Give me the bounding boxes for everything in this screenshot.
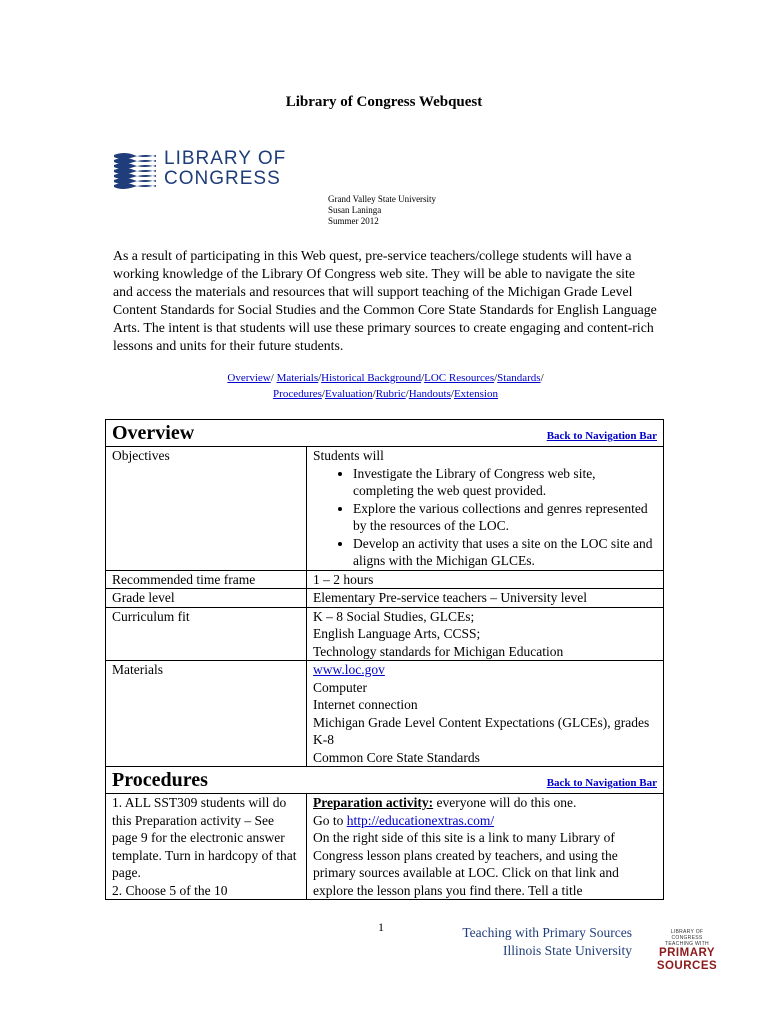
logo-big-line-2: SOURCES	[656, 960, 718, 972]
educationextras-link[interactable]: http://educationextras.com/	[346, 812, 495, 828]
grade-value: Elementary Pre-service teachers – University level	[307, 589, 664, 608]
curriculum-line: K – 8 Social Studies, GLCEs;	[313, 608, 475, 624]
table-row	[106, 661, 664, 767]
materials-line: Michigan Grade Level Content Expectations (GLCEs), grades K-8	[313, 714, 650, 747]
nav-link-materials[interactable]: Materials	[276, 372, 319, 384]
time-value: 1 – 2 hours	[307, 570, 664, 589]
overview-heading: Overview	[112, 422, 195, 444]
procedures-header-row	[106, 767, 664, 794]
procedures-paragraph: On the right side of this site is a link to many Library of Congress lesson plans created by teachers, and using the primary sources available at LOC. Click on that link and explore the lesson plans you find there. Tell a title	[313, 830, 619, 898]
materials-line: Common Core State Standards	[313, 749, 480, 765]
nav-link-procedures[interactable]: Procedures	[273, 388, 322, 400]
logo-small-line-2: TEACHING WITH	[665, 941, 709, 947]
table-row	[106, 447, 664, 571]
list-item: • Explore the various collections and genres represented by the resources of the LOC.	[353, 500, 657, 535]
materials-line: Internet connection	[313, 697, 418, 712]
page-number: 1	[378, 920, 384, 934]
primary-sources-logo	[656, 929, 718, 979]
footer-credit	[420, 924, 632, 960]
list-item: • Develop an activity that uses a site on the LOC site and aligns with the Michigan GLCEs.	[353, 535, 657, 570]
nav-link-rubric[interactable]: Rubric	[375, 388, 406, 400]
curriculum-line: English Language Arts, CCSS;	[313, 626, 481, 641]
nav-link-extension[interactable]: Extension	[453, 388, 498, 400]
procedures-back-link[interactable]: Back to Navigation Bar	[546, 777, 657, 789]
webquest-table	[105, 419, 664, 900]
navigation-bar: Overview/ Materials/Historical Background/LOC Resources/Standards/ Procedures/Evaluation/Rubric/Handouts/Extension	[227, 372, 544, 400]
nav-link-handouts[interactable]: Handouts	[408, 388, 451, 400]
nav-link-evaluation[interactable]: Evaluation	[324, 388, 373, 400]
logo-line-1: LIBRARY OF	[164, 148, 287, 169]
intro-paragraph: As a result of participating in this Web quest, pre-service teachers/college students will have a working knowledge of the Library Of Congress web site. They will be able to navigate the site and access the materials and resources that will support teaching of the Michigan Grade Level Content Standards for Social Studies and the Common Core State Standards for English Language Arts. The intent is that students will use these primary sources to create engaging and content-rich lessons and units for their future students.	[113, 248, 657, 353]
author-info	[328, 194, 436, 227]
objectives-list	[313, 465, 657, 570]
table-row	[106, 607, 664, 661]
table-row	[106, 570, 664, 589]
table-row	[106, 794, 664, 900]
nav-link-standards[interactable]: Standards	[497, 372, 541, 384]
objectives-label: Objectives	[106, 447, 307, 571]
nav-link-loc-resources[interactable]: LOC Resources	[424, 372, 495, 384]
list-item: • Investigate the Library of Congress web site, completing the web quest provided.	[353, 465, 657, 500]
flag-waves-icon	[112, 149, 158, 189]
time-label: Recommended time frame	[106, 570, 307, 589]
author-name: Susan Laninga	[328, 205, 382, 215]
document-title: Library of Congress Webquest	[285, 94, 483, 110]
objectives-intro: Students will	[313, 448, 384, 463]
logo-big-line-1: PRIMARY	[658, 947, 716, 959]
loc-website-link[interactable]: www.loc.gov	[313, 662, 385, 677]
prep-activity-label: Preparation activity:	[313, 795, 434, 810]
nav-link-historical-background[interactable]: Historical Background	[321, 372, 422, 384]
materials-label: Materials	[106, 661, 307, 767]
curriculum-label: Curriculum fit	[106, 607, 307, 661]
procedures-heading: Procedures	[112, 769, 208, 791]
overview-header-row	[106, 420, 664, 447]
footer-line-2: Illinois State University	[503, 943, 632, 958]
logo-line-2: CONGRESS	[164, 168, 281, 189]
library-of-congress-logo	[112, 148, 302, 190]
overview-back-link[interactable]: Back to Navigation Bar	[546, 430, 657, 442]
goto-text: Go to	[313, 812, 347, 828]
table-row	[106, 589, 664, 608]
date: Summer 2012	[328, 216, 379, 226]
nav-link-overview[interactable]: Overview	[227, 372, 271, 384]
logo-small-line-1: LIBRARY OF CONGRESS	[670, 929, 704, 941]
grade-label: Grade level	[106, 589, 307, 608]
footer-line-1: Teaching with Primary Sources	[462, 925, 632, 940]
procedure-step-1: 1. ALL SST309 students will do this Preparation activity – See page 9 for the electronic answer template. Turn in hardcopy of that page.	[112, 795, 297, 880]
institution: Grand Valley State University	[328, 194, 437, 204]
materials-line: Computer	[313, 679, 367, 695]
prep-activity-text: everyone will do this one.	[433, 795, 577, 810]
curriculum-line: Technology standards for Michigan Education	[313, 643, 564, 659]
procedure-step-2: 2. Choose 5 of the 10	[112, 882, 228, 898]
